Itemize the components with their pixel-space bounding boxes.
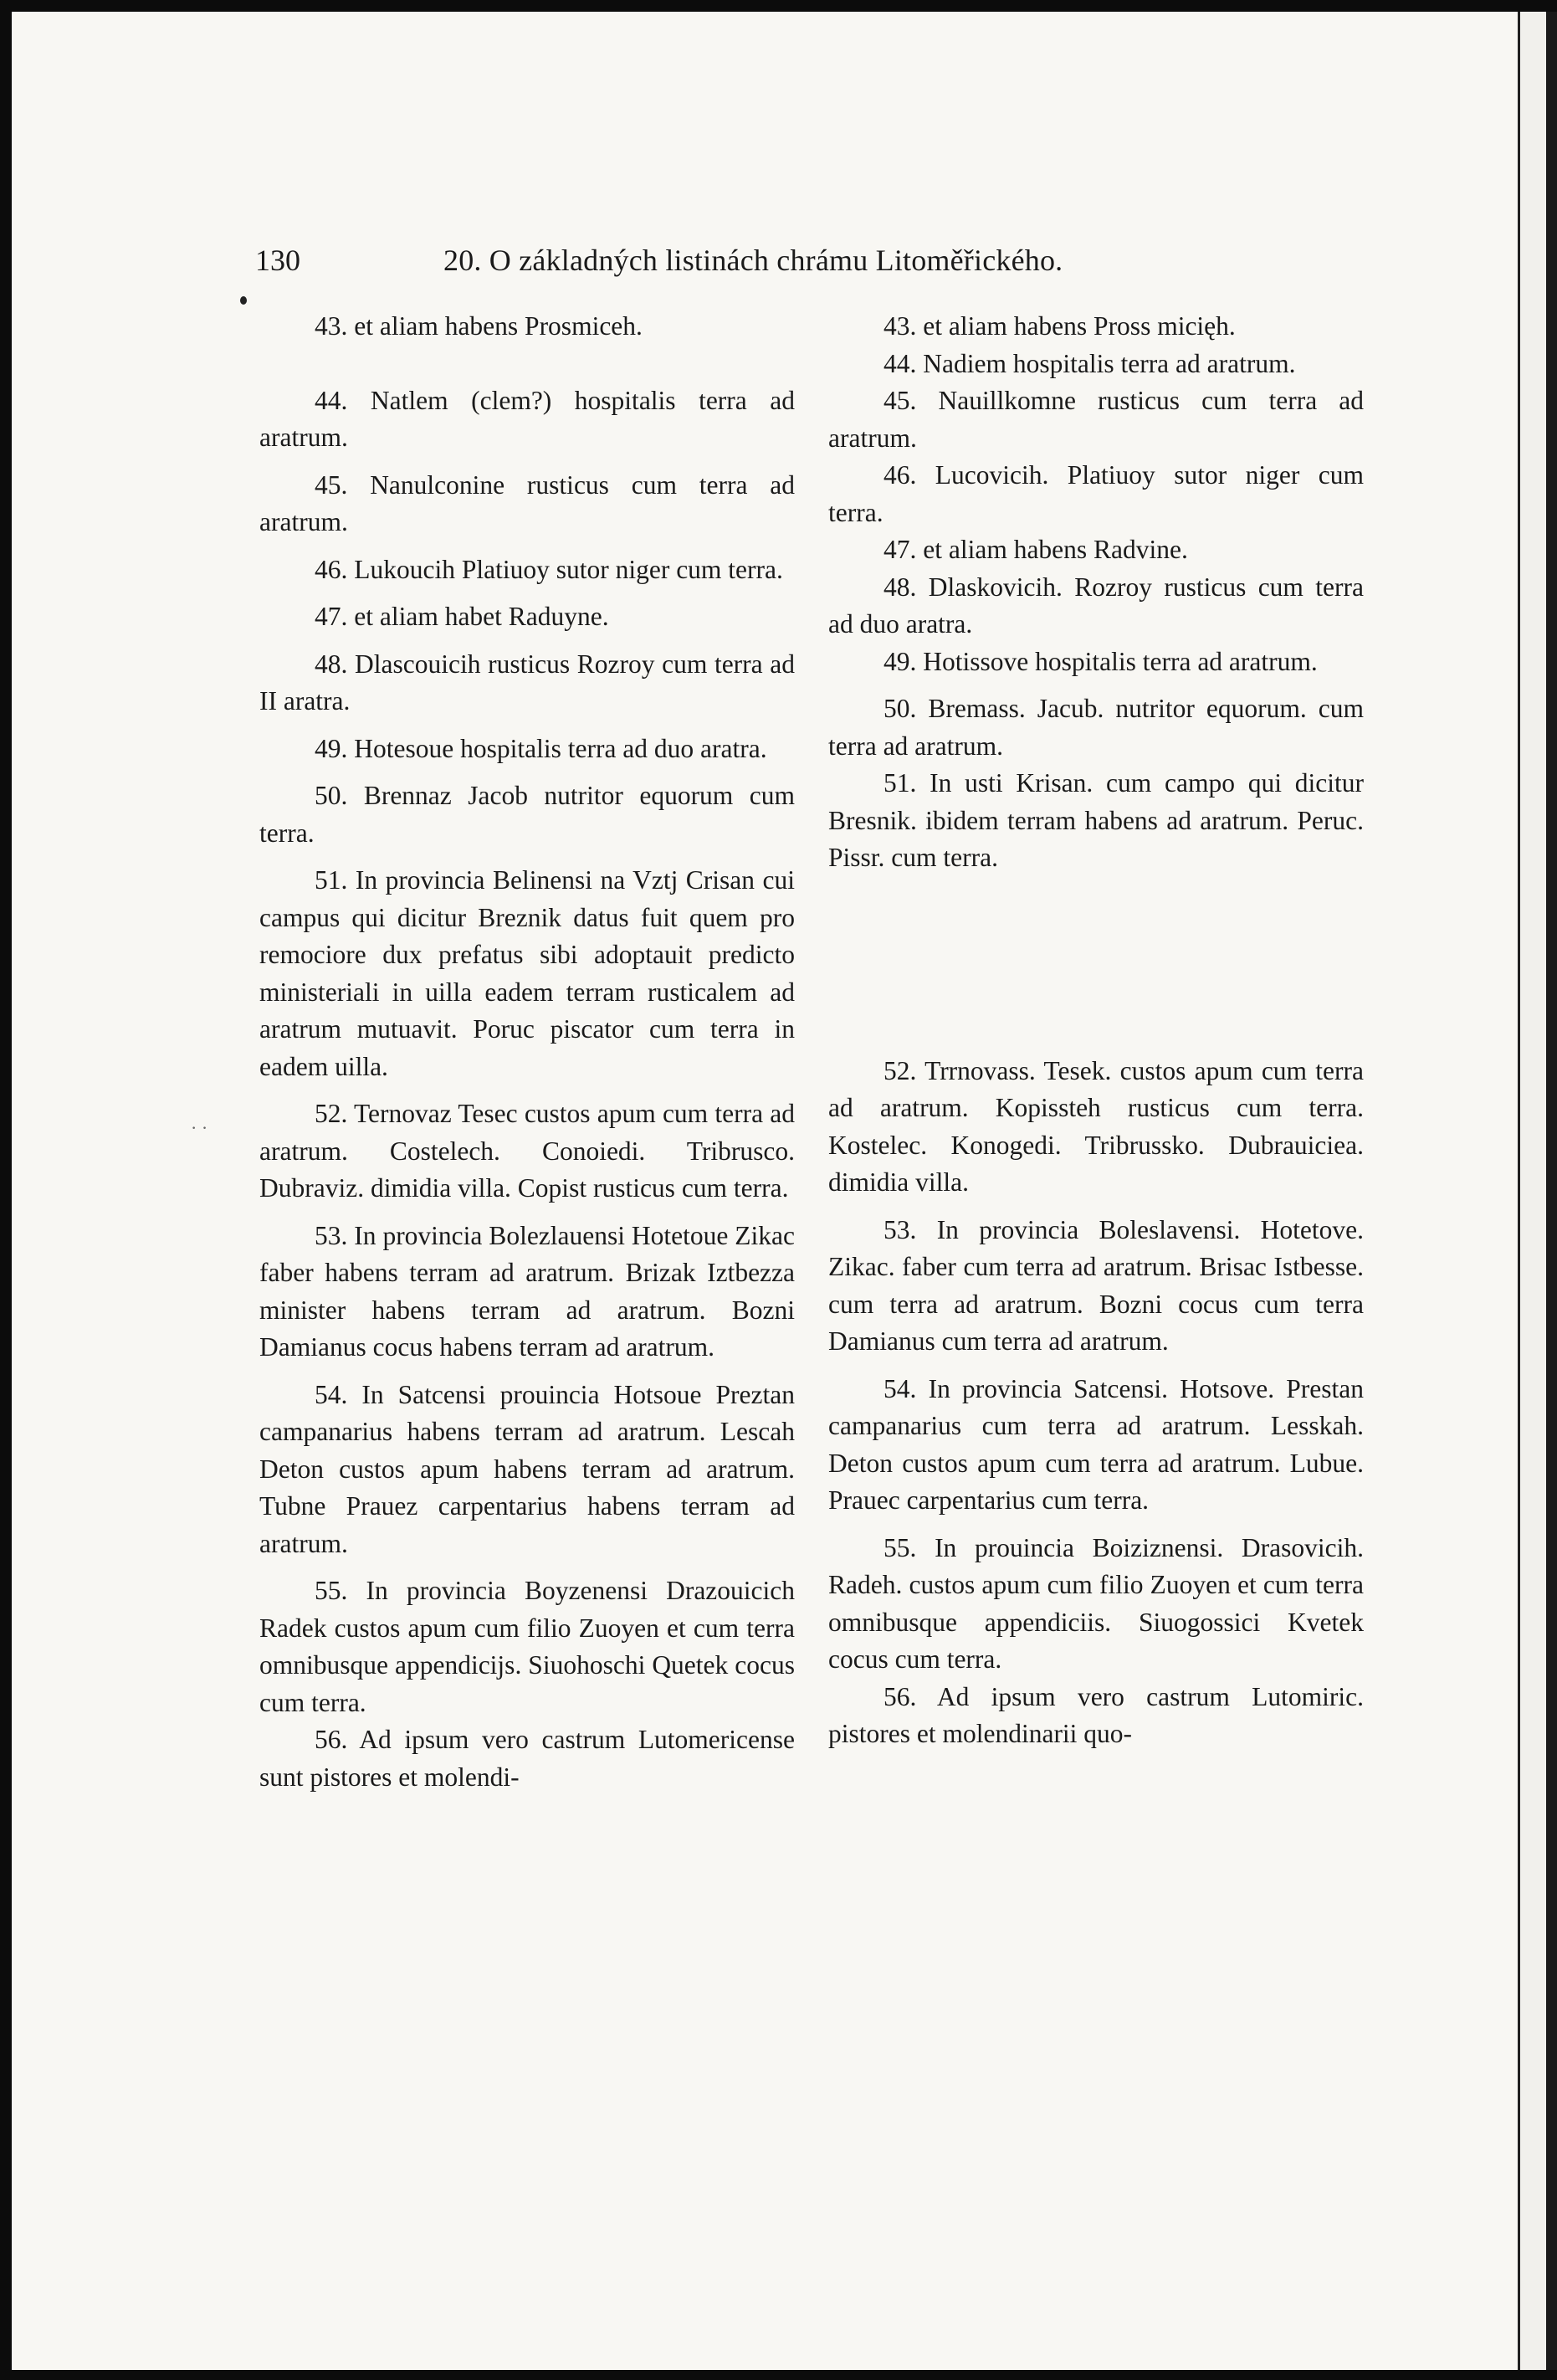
scan-border <box>1546 12 1557 2370</box>
right-column-text <box>828 308 1364 1753</box>
entry-51-right: 51. In usti Krisan. cum campo qui dicitur Bresnik. ibidem terram habens ad aratrum. Peruc. Pissr. cum terra. <box>828 768 1365 872</box>
entry-46-left: 46. Lukoucih Platiuoy sutor niger cum terra. <box>315 554 783 584</box>
entry-45-left: 45. Nanulconine rusticus cum terra ad aratrum. <box>259 469 795 536</box>
entry-53-right: 53. In provincia Boleslavensi. Hotetove. Zikac. faber cum terra ad aratrum. Brisac Istbesse. cum terra ad aratrum. Bozni cocus cum terra Damianus cum terra ad aratrum. <box>828 1214 1364 1356</box>
entry-43-left: 43. et aliam habens Prosmiceh. <box>315 311 643 341</box>
entry-44-right: 44. Nadiem hospitalis terra ad aratrum. <box>883 348 1296 378</box>
entry-55-right: 55. In prouincia Boiziznensi. Drasovicih. Radeh. custos apum cum filio Zuoyen et cum terra omnibusque appendiciis. Siuogossici Kvetek cocus cum terra. <box>828 1532 1364 1674</box>
entry-54-right: 54. In provincia Satcensi. Hotsove. Prestan campanarius cum terra ad aratrum. Lesskah. Deton custos apum cum terra ad aratrum. Lubue. Prauec carpentarius cum terra. <box>828 1373 1365 1515</box>
entry-51-left: 51. In provincia Belinensi na Vztj Crisan cui campus qui dicitur Breznik datus fuit quem pro remociore dux prefatus sibi adoptauit predicto ministeriali in uilla eadem terram rusticalem ad aratrum mutuavit. Poruc piscator cum terra in eadem uilla. <box>259 865 795 1081</box>
margin-speck: · · <box>191 1117 208 1138</box>
entry-52-left: 52. Ternovaz Tesec custos apum cum terra ad aratrum. Costelech. Conoiedi. Tribrusco. Dubraviz. dimidia villa. Copist rusticus cum terra. <box>259 1099 795 1203</box>
entry-56-left: 56. Ad ipsum vero castrum Lutomericense sunt pistores et molendi- <box>259 1725 795 1792</box>
entry-49-right: 49. Hotissove hospitalis terra ad aratrum. <box>883 646 1318 676</box>
page-number: 130 <box>255 244 300 277</box>
entry-52-right: 52. Trrnovass. Tesek. custos apum cum terra ad aratrum. Kopissteh rusticus cum terra. Kostelec. Konogedi. Tribrussko. Dubrauiciea. dimidia villa. <box>828 1055 1365 1197</box>
entry-50-right: 50. Bremass. Jacub. nutritor equorum. cum terra ad aratrum. <box>828 694 1364 761</box>
running-title: 20. O základných listinách chrámu Litoměřického. <box>443 244 1063 277</box>
entry-55-left: 55. In provincia Boyzenensi Drazouicich Radek custos apum cum filio Zuoyen et cum terra omnibusque appendicijs. Siuohoschi Quetek cocus cum terra. <box>259 1576 796 1717</box>
entry-44-left: 44. Natlem (clem?) hospitalis terra ad aratrum. <box>259 385 796 452</box>
entry-46-right: 46. Lucovicih. Platiuoy sutor niger cum terra. <box>828 460 1365 527</box>
entry-50-left: 50. Brennaz Jacob nutritor equorum cum terra. <box>259 781 795 848</box>
entry-56-right: 56. Ad ipsum vero castrum Lutomiric. pistores et molendinarii quo- <box>828 1681 1364 1748</box>
left-column-text <box>259 308 795 1796</box>
entry-45-right: 45. Nauillkomne rusticus cum terra ad aratrum. <box>828 386 1365 453</box>
entry-48-left: 48. Dlascouicih rusticus Rozroy cum terra ad II aratra. <box>259 649 796 716</box>
entry-47-right: 47. et aliam habens Radvine. <box>883 535 1188 564</box>
entry-48-right: 48. Dlaskovicih. Rozroy rusticus cum terra ad duo aratra. <box>828 572 1364 639</box>
entry-53-left: 53. In provincia Bolezlauensi Hotetoue Zikac faber habens terram ad aratrum. Brizak Iztbezza minister habens terram ad aratrum. Bozni Damianus cocus habens terram ad aratrum. <box>259 1220 795 1362</box>
entry-47-left: 47. et aliam habet Raduyne. <box>315 602 609 631</box>
entry-54-left: 54. In Satcensi prouincia Hotsoue Preztan campanarius habens terram ad aratrum. Lescah Deton custos apum habens terram ad aratrum. Tubne Prauez carpentarius habens terram ad aratrum. <box>259 1379 795 1558</box>
page-edge <box>1518 12 1549 2370</box>
entry-49-left: 49. Hotesoue hospitalis terra ad duo aratra. <box>315 733 767 763</box>
entry-43-right: 43. et aliam habens Pross micięh. <box>883 311 1236 341</box>
running-head <box>255 239 1175 282</box>
margin-mark <box>240 296 247 305</box>
